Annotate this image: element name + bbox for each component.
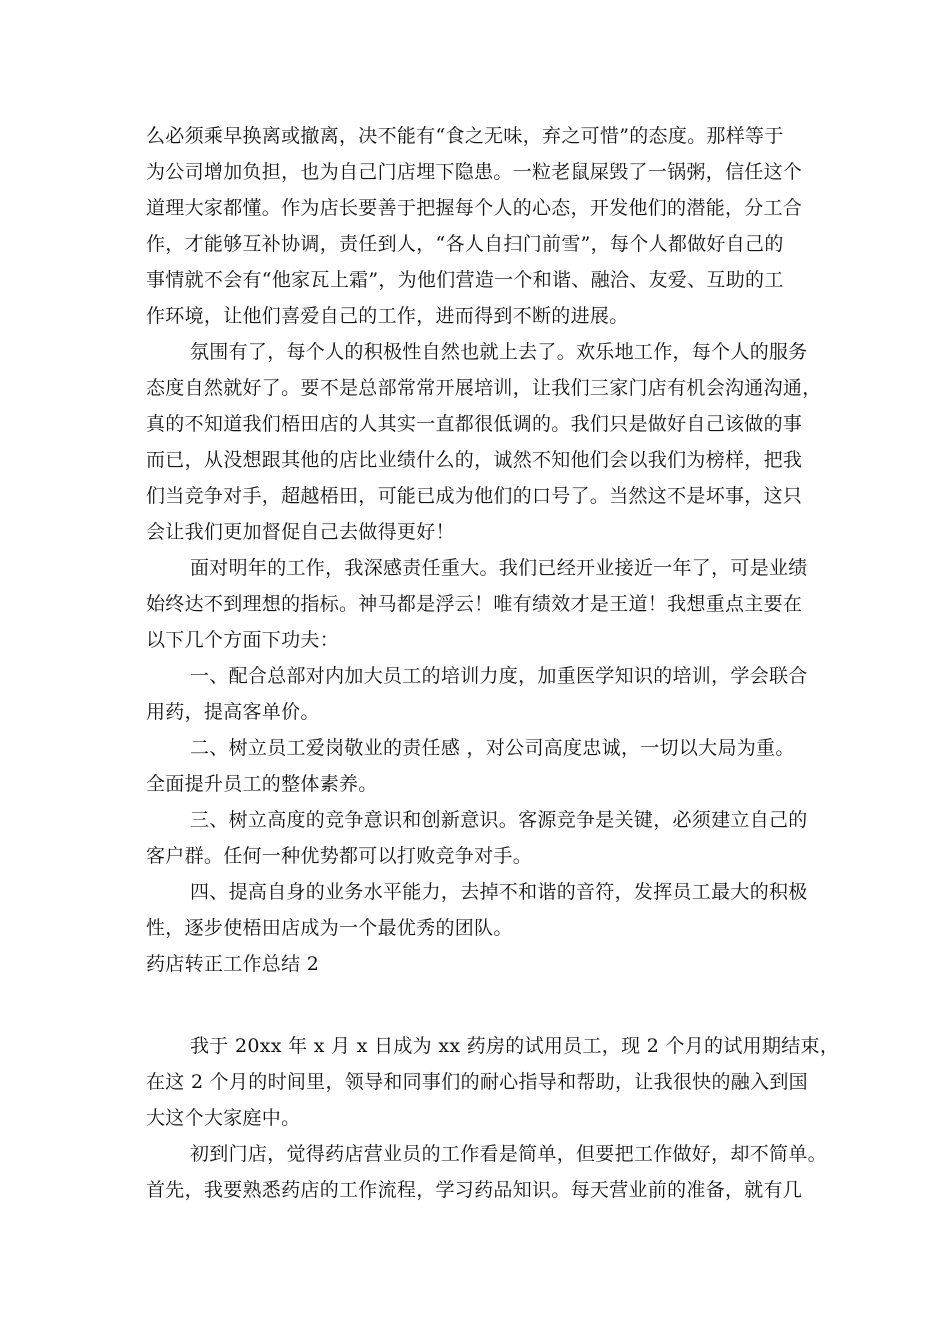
text-line: 大这个大家庭中。	[146, 1107, 301, 1129]
text-line: 作环境，让他们喜爱自己的工作，进而得到不断的进展。	[146, 305, 629, 327]
text-line: 事情就不会有“他家瓦上霜”，为他们营造一个和谐、融洽、友爱、互助的工	[146, 269, 784, 291]
text-line: 道理大家都懂。作为店长要善于把握每个人的心态，开发他们的潜能，分工合	[146, 197, 803, 219]
text-line: 真的不知道我们梧田店的人其实一直都很低调的。我们只是做好自己该做的事	[146, 413, 803, 435]
list-item-first-line: 二、树立员工爱岗敬业的责任感 ，对公司高度忠诚，一切以大局为重。	[190, 737, 795, 759]
paragraph-first-line: 氛围有了，每个人的积极性自然也就上去了。欢乐地工作，每个人的服务	[190, 341, 808, 363]
text-line: 为公司增加负担，也为自己门店埋下隐患。一粒老鼠屎毁了一锅粥，信任这个	[146, 161, 803, 183]
text-line: 以下几个方面下功夫：	[146, 629, 340, 651]
text-line: 态度自然就好了。要不是总部常常开展培训，让我们三家门店有机会沟通沟通，	[146, 377, 822, 399]
text-line: 始终达不到理想的指标。神马都是浮云！唯有绩效才是王道！我想重点主要在	[146, 593, 803, 615]
text-line: 性，逐步使梧田店成为一个最优秀的团队。	[146, 917, 513, 939]
text-line: 而已，从没想跟其他的店比业绩什么的，诚然不知他们会以我们为榜样，把我	[146, 449, 803, 471]
text-line: 会让我们更加督促自己去做得更好！	[146, 521, 455, 543]
text-line: 么必须乘早换离或撤离，决不能有“食之无味，弃之可惜”的态度。那样等于	[146, 125, 784, 147]
list-item-first-line: 四、提高自身的业务水平能力，去掉不和谐的音符，发挥员工最大的积极	[190, 881, 808, 903]
text-line: 们当竞争对手，超越梧田，可能已成为他们的口号了。当然这不是坏事，这只	[146, 485, 803, 507]
paragraph-first-line: 初到门店，觉得药店营业员的工作看是简单，但要把工作做好，却不简单。	[190, 1143, 827, 1165]
paragraph-first-line: 我于 20xx 年 x 月 x 日成为 xx 药房的试用员工，现 2 个月的试用期结束，	[190, 1035, 840, 1057]
paragraph-first-line: 面对明年的工作，我深感责任重大。我们已经开业接近一年了，可是业绩	[190, 557, 808, 579]
text-line: 客户群。任何一种优势都可以打败竞争对手。	[146, 845, 533, 867]
text-line: 首先，我要熟悉药店的工作流程，学习药品知识。每天营业前的准备，就有几	[146, 1179, 803, 1201]
text-line: 作，才能够互补协调，责任到人，“各人自扫门前雪”，每个人都做好自己的	[146, 233, 784, 255]
text-line: 在这 2 个月的时间里，领导和同事们的耐心指导和帮助，让我很快的融入到国	[146, 1071, 808, 1093]
list-item-first-line: 一、配合总部对内加大员工的培训力度，加重医学知识的培训，学会联合	[190, 665, 808, 687]
list-item-first-line: 三、树立高度的竞争意识和创新意识。客源竞争是关键，必须建立自己的	[190, 809, 808, 831]
section-heading: 药店转正工作总结 2	[146, 953, 320, 975]
text-line: 全面提升员工的整体素养。	[146, 773, 378, 795]
text-line: 用药，提高客单价。	[146, 701, 320, 723]
